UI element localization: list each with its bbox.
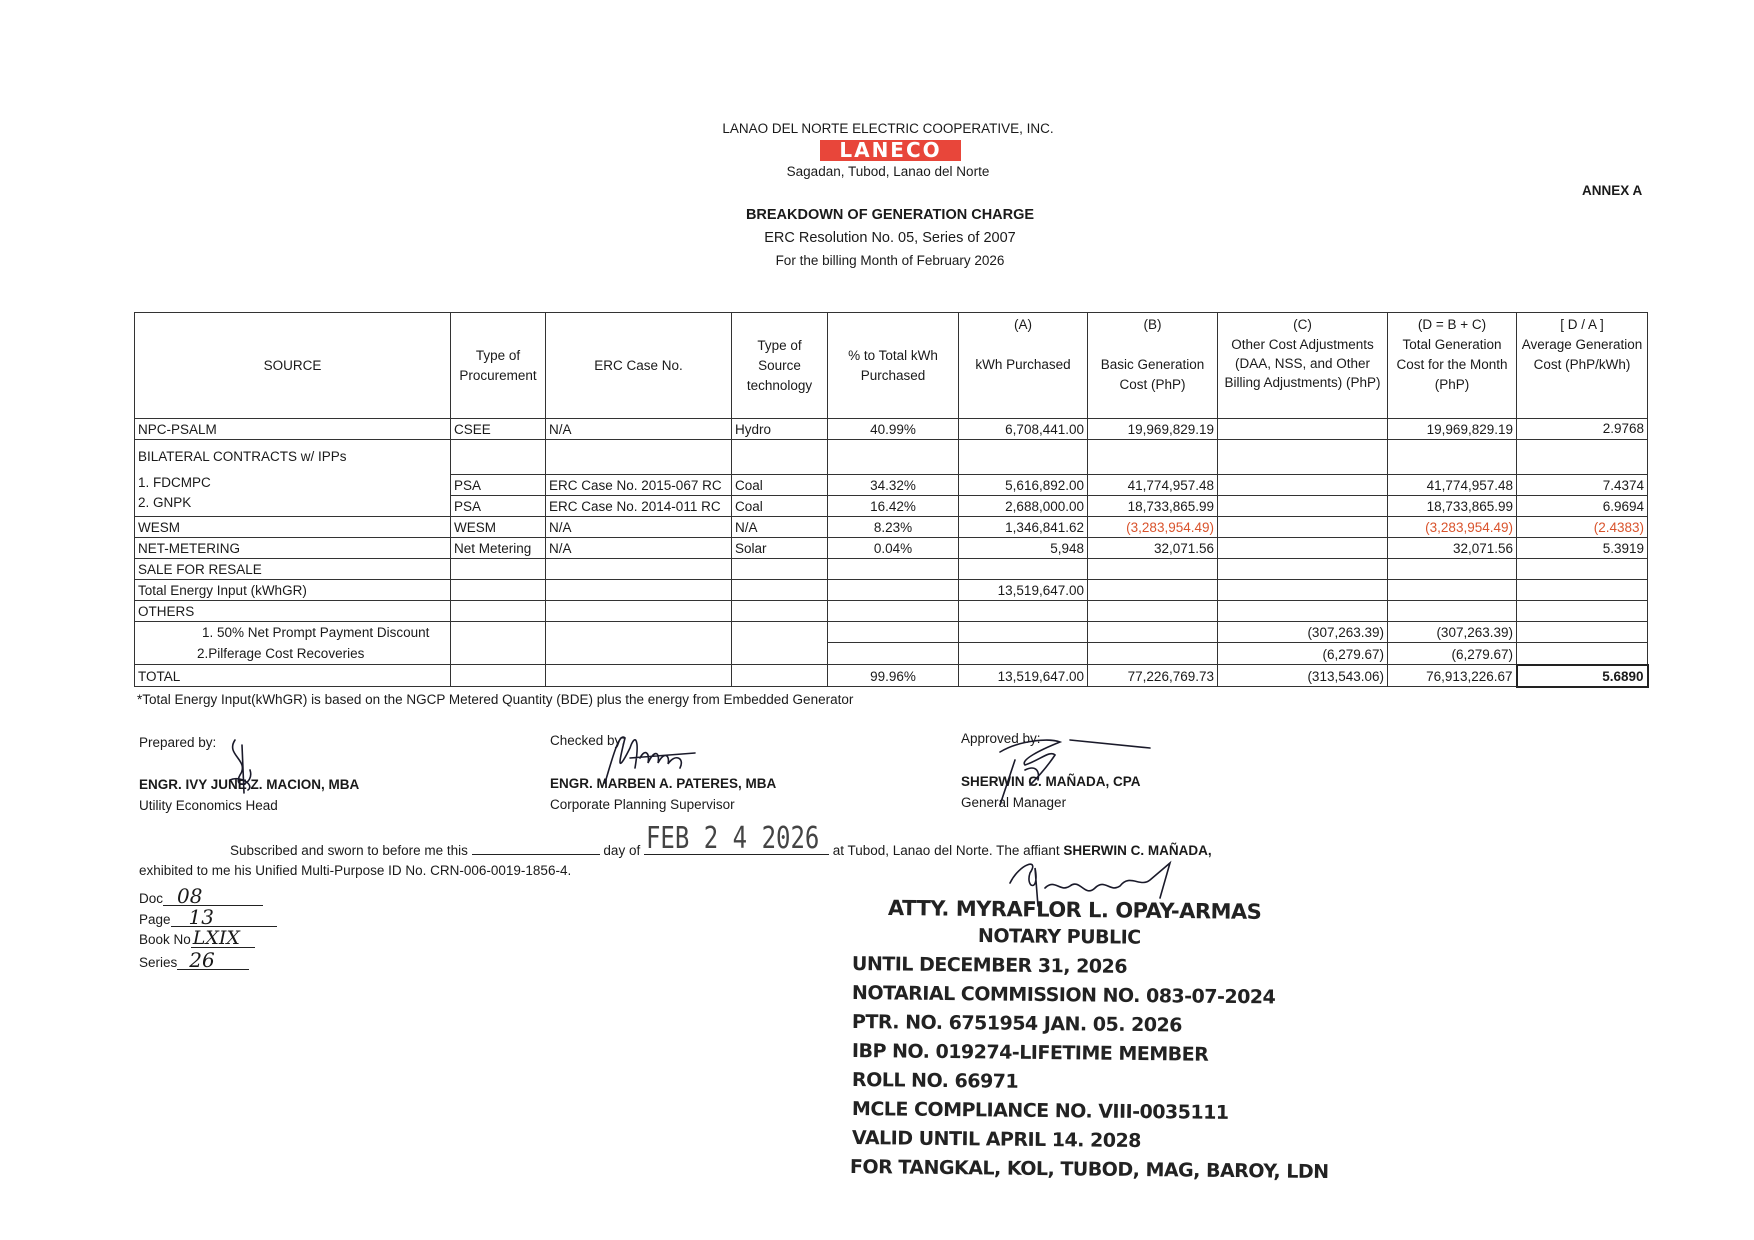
- series-entry: [139, 948, 249, 972]
- cell-basic: 41,774,957.48: [1088, 475, 1218, 496]
- prepared-by-signature: [220, 735, 270, 795]
- jurat-day-blank: [472, 854, 600, 855]
- approved-by-label: Approved by:: [961, 731, 1041, 746]
- jurat-part2: day of: [603, 843, 641, 858]
- cell-other: [1218, 419, 1388, 440]
- jurat-affiant: SHERWIN C. MAÑADA,: [1063, 843, 1212, 858]
- table-row-others: [135, 601, 1648, 622]
- cell-procurement: PSA: [451, 475, 546, 496]
- fdcmpc-label: 1. FDCMPC: [138, 475, 211, 490]
- cell-pct: 0.04%: [828, 538, 959, 559]
- cell-technology: Hydro: [732, 419, 828, 440]
- cell-other: [1218, 517, 1388, 538]
- cell-average: 2.9768: [1517, 419, 1648, 440]
- cell-average: 5.6890: [1517, 665, 1648, 687]
- cell-empty: [546, 622, 732, 665]
- cell-empty: [1218, 440, 1388, 475]
- cell-total: 76,913,226.67: [1388, 665, 1517, 687]
- billing-month: For the billing Month of February 2026: [775, 253, 1005, 268]
- cell-other: [1218, 496, 1388, 517]
- series-value: 26: [177, 951, 249, 970]
- jurat-part1: Subscribed and sworn to before me this: [230, 843, 468, 858]
- cell-empty: [732, 601, 828, 622]
- col-code-a: (A): [1014, 317, 1032, 332]
- cell-source-others-group: [135, 622, 451, 665]
- prepared-by-title: Utility Economics Head: [139, 798, 278, 813]
- table-row-prompt-payment-discount: [135, 622, 1648, 643]
- col-code-avg: [ D / A ]: [1560, 317, 1604, 332]
- cell-empty: [828, 622, 959, 643]
- cell-source: SALE FOR RESALE: [135, 559, 451, 580]
- cell-total: 41,774,957.48: [1388, 475, 1517, 496]
- cell-kwh: 5,948: [959, 538, 1088, 559]
- table-row-total: [135, 665, 1648, 687]
- col-code-d: (D = B + C): [1417, 317, 1487, 332]
- cell-empty: [1218, 580, 1388, 601]
- cell-total: 18,733,865.99: [1388, 496, 1517, 517]
- cell-kwh: 5,616,892.00: [959, 475, 1088, 496]
- cell-other: [1218, 475, 1388, 496]
- notary-line-7: VALID UNTIL APRIL 14. 2028: [851, 1127, 1142, 1153]
- company-name: LANAO DEL NORTE ELECTRIC COOPERATIVE, INC.: [722, 121, 1054, 136]
- generation-charge-table: [134, 312, 1649, 688]
- cell-empty: [732, 580, 828, 601]
- approved-by-signature: [980, 730, 1155, 805]
- cell-empty: [732, 665, 828, 687]
- cell-basic: 32,071.56: [1088, 538, 1218, 559]
- resolution-subtitle: ERC Resolution No. 05, Series of 2007: [764, 230, 1016, 246]
- cell-technology: Coal: [732, 475, 828, 496]
- page-entry: [139, 905, 277, 929]
- page-label: Page: [139, 912, 171, 927]
- cell-empty: [1088, 559, 1218, 580]
- book-entry: [139, 929, 255, 948]
- cell-empty: [1517, 643, 1648, 665]
- notary-line-5: ROLL NO. 66971: [851, 1069, 1019, 1093]
- checked-by-label: Checked by:: [550, 733, 626, 748]
- table-row-wesm: [135, 517, 1648, 538]
- cell-total: 19,969,829.19: [1388, 419, 1517, 440]
- cell-other: [1218, 538, 1388, 559]
- cell-empty: [1388, 580, 1517, 601]
- notary-role: NOTARY PUBLIC: [977, 925, 1141, 949]
- cell-empty: [1088, 643, 1218, 665]
- cell-empty: [828, 559, 959, 580]
- cell-erc-case: N/A: [546, 419, 732, 440]
- cell-empty: [1388, 559, 1517, 580]
- prepared-by-label: Prepared by:: [139, 735, 217, 750]
- book-value: LXIX: [191, 929, 255, 948]
- cell-empty: [1388, 601, 1517, 622]
- cell-empty: [451, 622, 546, 665]
- col-code-b: (B): [1143, 317, 1162, 332]
- notary-line-1: UNTIL DECEMBER 31, 2026: [851, 953, 1128, 978]
- cell-other: (313,543.06): [1218, 665, 1388, 687]
- notary-line-8: FOR TANGKAL, KOL, TUBOD, MAG, BAROY, LDN: [849, 1156, 1329, 1184]
- cell-erc-case: N/A: [546, 517, 732, 538]
- cell-procurement: Net Metering: [451, 538, 546, 559]
- approved-by-name: SHERWIN C. MAÑADA, CPA: [961, 774, 1141, 789]
- notary-line-2: NOTARIAL COMMISSION NO. 083-07-2024: [851, 982, 1276, 1009]
- cell-average: 5.3919: [1517, 538, 1648, 559]
- bilateral-label: BILATERAL CONTRACTS w/ IPPs: [138, 449, 347, 464]
- annex-label: ANNEX A: [1582, 183, 1643, 198]
- table-footnote: *Total Energy Input(kWhGR) is based on the NGCP Metered Quantity (BDE) plus the energy from Embedded Generator: [137, 691, 854, 707]
- col-header-pct: % to Total kWh Purchased: [828, 313, 959, 419]
- cell-empty: [451, 580, 546, 601]
- series-label: Series: [139, 955, 178, 970]
- cell-kwh: 13,519,647.00: [959, 665, 1088, 687]
- cell-pct: 8.23%: [828, 517, 959, 538]
- cell-average: (2.4383): [1517, 517, 1648, 538]
- notary-line-4: IBP NO. 019274-LIFETIME MEMBER: [851, 1040, 1209, 1066]
- cell-empty: [451, 601, 546, 622]
- table-row-energy-input: [135, 580, 1648, 601]
- prepared-by-name: ENGR. IVY JUNE Z. MACION, MBA: [139, 777, 360, 792]
- cell-empty: [828, 440, 959, 475]
- jurat-line-1: [230, 820, 1212, 858]
- cell-average: 7.4374: [1517, 475, 1648, 496]
- col-header-source: SOURCE: [135, 313, 451, 419]
- cell-empty: [451, 440, 546, 475]
- cell-source: OTHERS: [135, 601, 451, 622]
- page-value: 13: [171, 908, 277, 927]
- col-header-kwh: [959, 313, 1088, 419]
- col-label-a: kWh Purchased: [975, 357, 1071, 372]
- table-row-bilateral: [135, 440, 1648, 475]
- cell-empty: [732, 622, 828, 665]
- cell-total: (6,279.67): [1388, 643, 1517, 665]
- cell-empty: [959, 559, 1088, 580]
- cell-empty: [546, 559, 732, 580]
- cell-technology: N/A: [732, 517, 828, 538]
- col-label-d: Total Generation Cost for the Month (PhP): [1396, 337, 1508, 392]
- cell-empty: [546, 580, 732, 601]
- col-header-procurement: Type of Procurement: [451, 313, 546, 419]
- cell-empty: [1088, 580, 1218, 601]
- checked-by-name: ENGR. MARBEN A. PATERES, MBA: [550, 776, 777, 791]
- cell-pct: 99.96%: [828, 665, 959, 687]
- cell-source: Total Energy Input (kWhGR): [135, 580, 451, 601]
- cell-empty: [1218, 601, 1388, 622]
- table-row-net-metering: [135, 538, 1648, 559]
- cell-source-bilateral-group: [135, 440, 451, 517]
- col-label-c: Other Cost Adjustments (DAA, NSS, and Other Billing Adjustments) (PhP): [1224, 337, 1381, 390]
- cell-empty: [1088, 622, 1218, 643]
- cell-other: (307,263.39): [1218, 622, 1388, 643]
- doc-entry: [139, 884, 263, 908]
- book-label: Book No: [139, 932, 191, 947]
- company-address: Sagadan, Tubod, Lanao del Norte: [786, 164, 990, 179]
- cell-average: 6.9694: [1517, 496, 1648, 517]
- cell-empty: [959, 643, 1088, 665]
- document-title: BREAKDOWN OF GENERATION CHARGE: [745, 207, 1035, 223]
- checked-by-signature: [600, 728, 710, 788]
- cell-basic: 19,969,829.19: [1088, 419, 1218, 440]
- col-header-technology: Type of Source technology: [732, 313, 828, 419]
- cell-total: 32,071.56: [1388, 538, 1517, 559]
- cell-basic: (3,283,954.49): [1088, 517, 1218, 538]
- jurat-month-blank: [644, 820, 829, 856]
- cell-empty: [1088, 440, 1218, 475]
- cell-empty: [959, 601, 1088, 622]
- cell-empty: [546, 665, 732, 687]
- cell-empty: [959, 622, 1088, 643]
- table-row-sale-for-resale: [135, 559, 1648, 580]
- cell-source: WESM: [135, 517, 451, 538]
- col-code-c: (C): [1293, 317, 1312, 332]
- cell-empty: [732, 440, 828, 475]
- laneco-logo: LANECO: [820, 140, 961, 161]
- col-header-total: [1388, 313, 1517, 419]
- cell-pct: 40.99%: [828, 419, 959, 440]
- cell-empty: [1218, 559, 1388, 580]
- cell-empty: [546, 601, 732, 622]
- cell-procurement: PSA: [451, 496, 546, 517]
- cell-erc-case: ERC Case No. 2014-011 RC: [546, 496, 732, 517]
- pilferage-label: 2.Pilferage Cost Recoveries: [197, 646, 365, 661]
- cell-technology: Coal: [732, 496, 828, 517]
- cell-total: (3,283,954.49): [1388, 517, 1517, 538]
- col-header-average: [1517, 313, 1648, 419]
- cell-empty: [1517, 580, 1648, 601]
- cell-empty: [1388, 440, 1517, 475]
- notary-line-3: PTR. NO. 6751954 JAN. 05. 2026: [851, 1011, 1183, 1037]
- cell-procurement: CSEE: [451, 419, 546, 440]
- checked-by-title: Corporate Planning Supervisor: [550, 797, 735, 812]
- cell-erc-case: ERC Case No. 2015-067 RC: [546, 475, 732, 496]
- cell-total: (307,263.39): [1388, 622, 1517, 643]
- cell-source: TOTAL: [135, 665, 451, 687]
- cell-empty: [1517, 622, 1648, 643]
- cell-empty: [1517, 601, 1648, 622]
- cell-erc-case: N/A: [546, 538, 732, 559]
- cell-kwh: 1,346,841.62: [959, 517, 1088, 538]
- cell-empty: [1088, 601, 1218, 622]
- cell-basic: 18,733,865.99: [1088, 496, 1218, 517]
- date-stamp: FEB 2 4 2026: [645, 820, 820, 856]
- table-row-npc: [135, 419, 1648, 440]
- cell-empty: [828, 580, 959, 601]
- cell-procurement: WESM: [451, 517, 546, 538]
- cell-empty: [1517, 559, 1648, 580]
- notary-line-6: MCLE COMPLIANCE NO. VIII-0035111: [851, 1098, 1229, 1124]
- cell-empty: [732, 559, 828, 580]
- cell-other: (6,279.67): [1218, 643, 1388, 665]
- cell-pct: 16.42%: [828, 496, 959, 517]
- cell-technology: Solar: [732, 538, 828, 559]
- doc-label: Doc: [139, 891, 164, 906]
- nppd-label: 1. 50% Net Prompt Payment Discount: [202, 625, 430, 640]
- gnpk-label: 2. GNPK: [138, 495, 192, 510]
- cell-source: NET-METERING: [135, 538, 451, 559]
- jurat-part3: at Tubod, Lanao del Norte. The affiant: [832, 843, 1060, 858]
- cell-kwh: 2,688,000.00: [959, 496, 1088, 517]
- notary-name: ATTY. MYRAFLOR L. OPAY-ARMAS: [887, 896, 1262, 924]
- col-label-b: Basic Generation Cost (PhP): [1100, 357, 1205, 392]
- cell-empty: [828, 643, 959, 665]
- cell-empty: [959, 440, 1088, 475]
- table-header-row: [135, 313, 1648, 419]
- cell-empty: [451, 665, 546, 687]
- cell-source: NPC-PSALM: [135, 419, 451, 440]
- cell-empty: [546, 440, 732, 475]
- cell-basic: 77,226,769.73: [1088, 665, 1218, 687]
- jurat-line-2: exhibited to me his Unified Multi-Purpose ID No. CRN-006-0019-1856-4.: [139, 863, 572, 878]
- col-header-other: [1218, 313, 1388, 419]
- doc-value: 08: [163, 887, 263, 906]
- cell-empty: [828, 601, 959, 622]
- col-header-erc-case: ERC Case No.: [546, 313, 732, 419]
- cell-empty: [1517, 440, 1648, 475]
- table-section: [134, 312, 1649, 707]
- cell-kwh: 13,519,647.00: [959, 580, 1088, 601]
- cell-kwh: 6,708,441.00: [959, 419, 1088, 440]
- cell-empty: [451, 559, 546, 580]
- approved-by-title: General Manager: [961, 795, 1067, 810]
- cell-pct: 34.32%: [828, 475, 959, 496]
- col-header-basic: [1088, 313, 1218, 419]
- col-label-avg: Average Generation Cost (PhP/kWh): [1521, 337, 1643, 372]
